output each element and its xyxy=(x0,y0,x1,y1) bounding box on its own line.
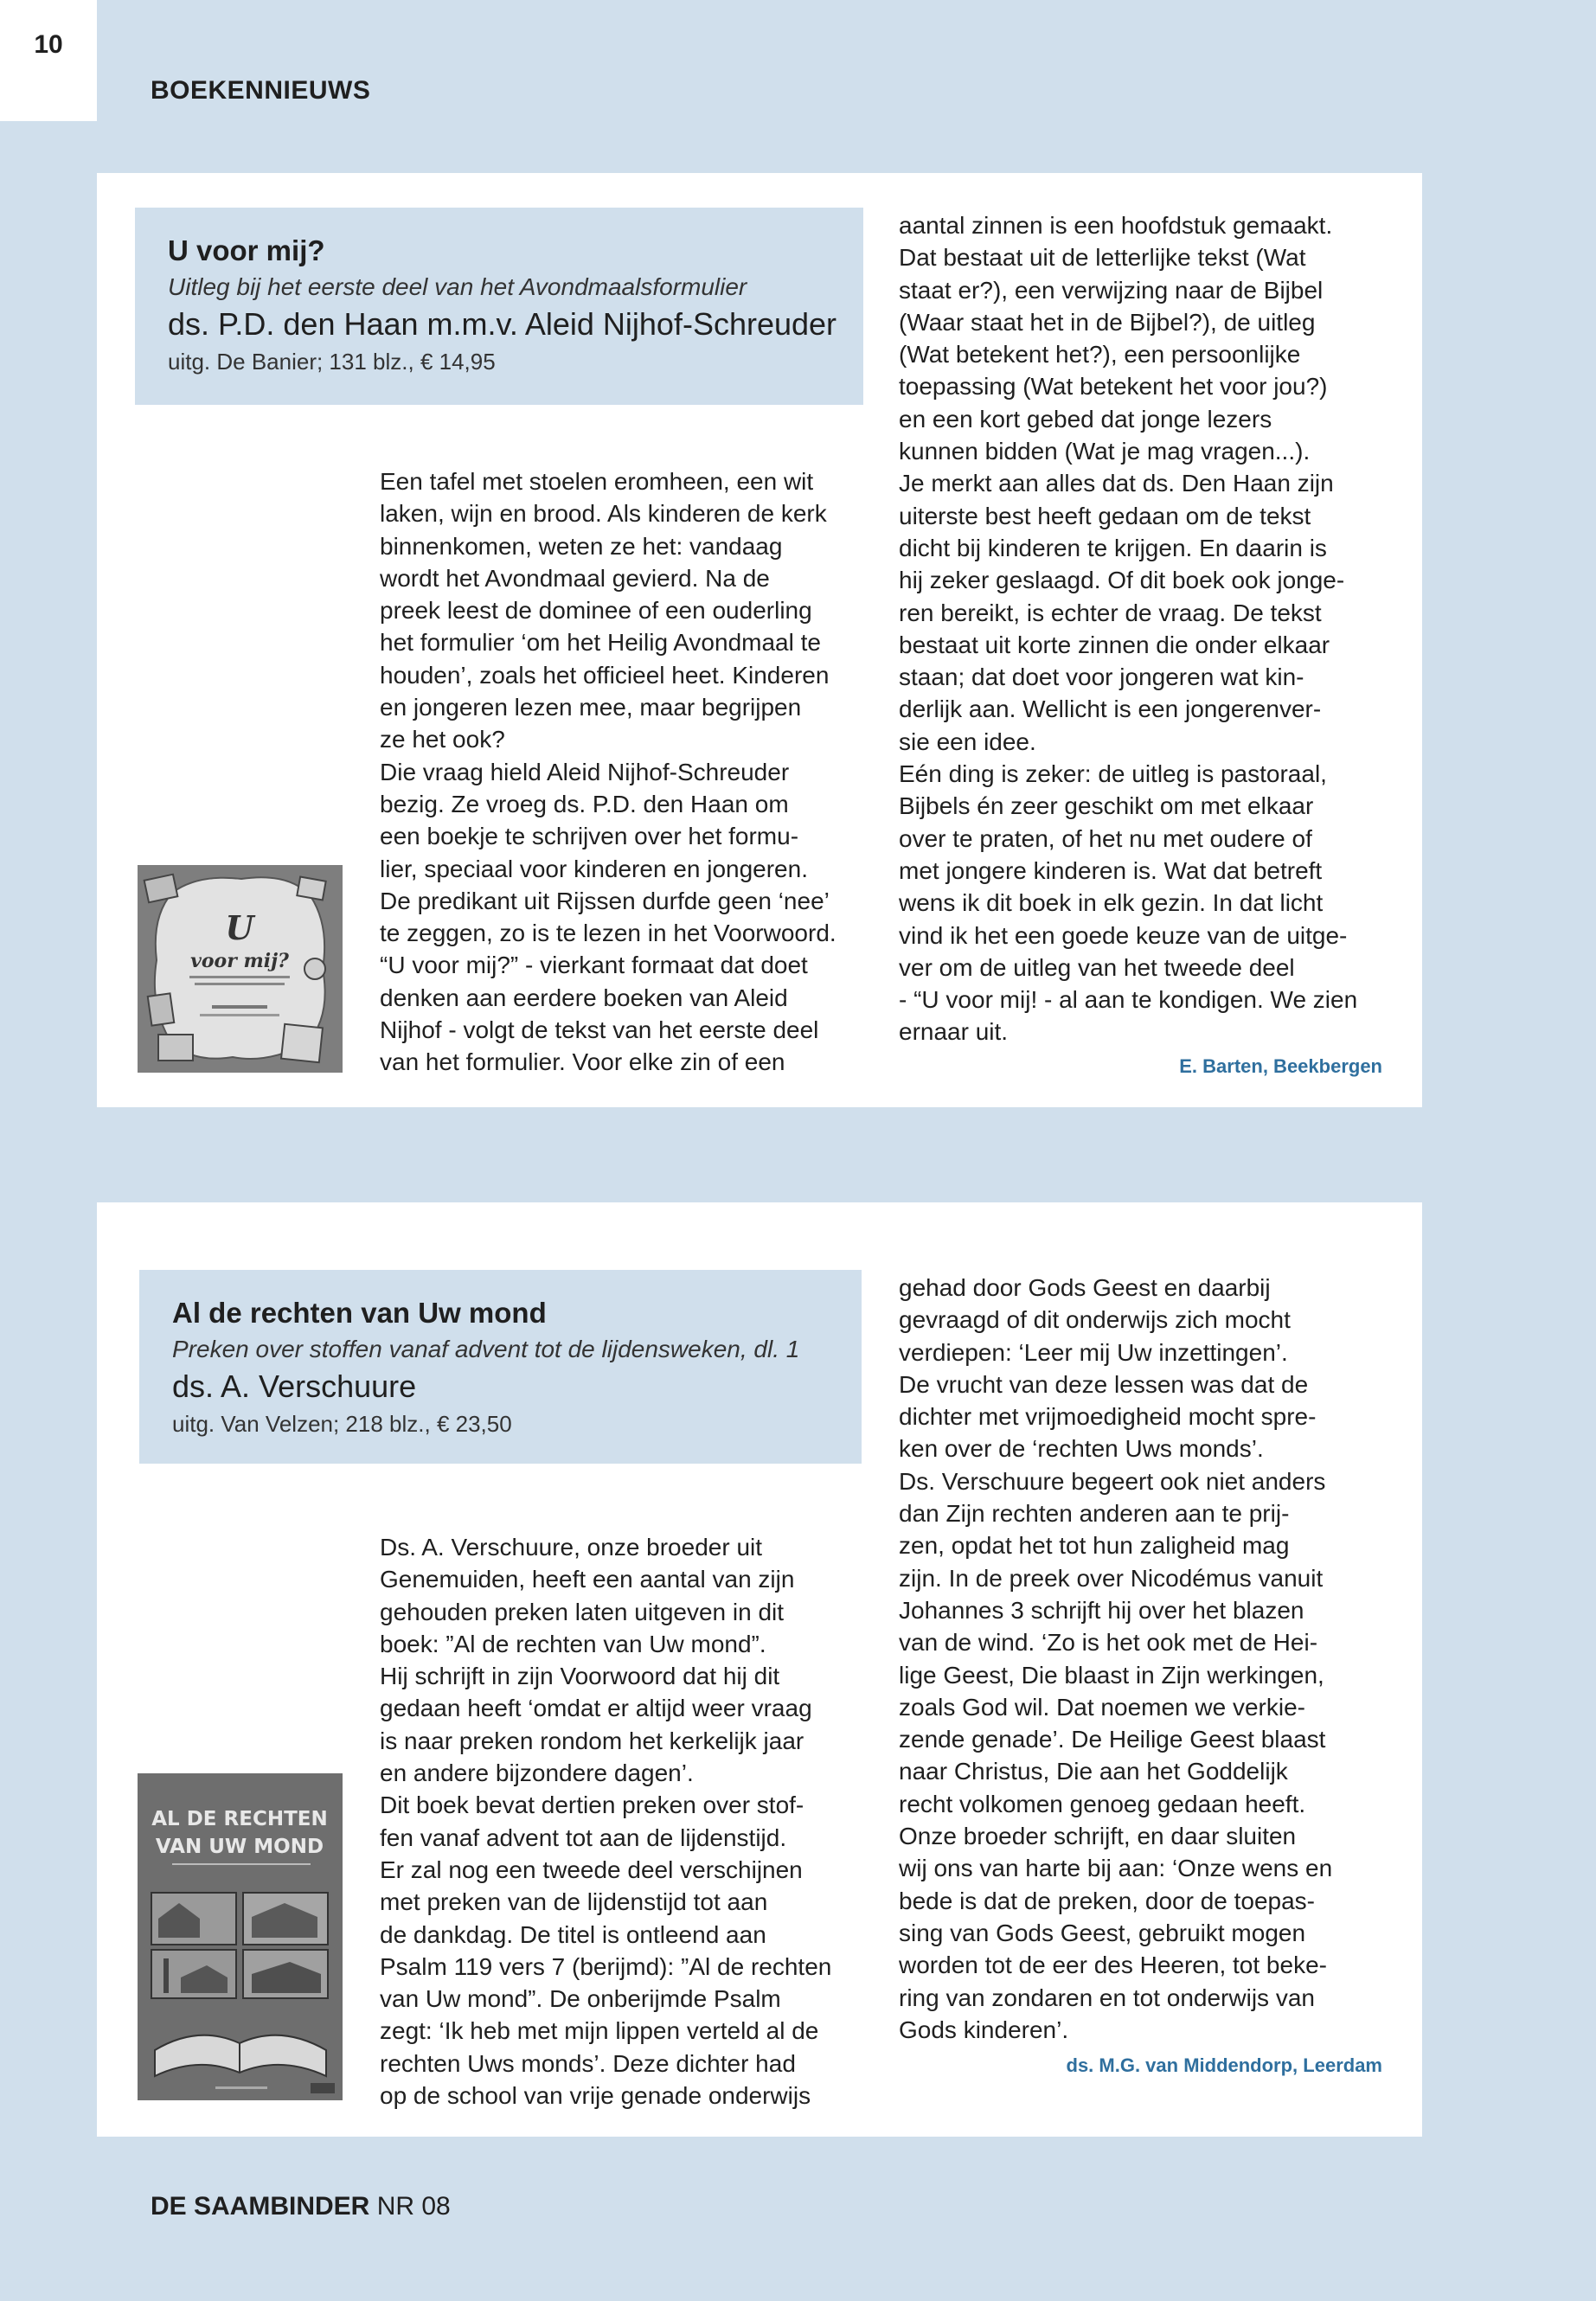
review-header xyxy=(139,1270,862,1464)
review-card xyxy=(97,1202,1422,2137)
cover-title: U xyxy=(225,908,254,947)
cover-title-sub: voor mij? xyxy=(190,950,289,972)
book-cover-image xyxy=(138,865,343,1073)
review-text-column: Ds. A. Verschuure, onze broeder uit Genemuiden, heeft een aantal van zijn gehouden preken laten uitgeven in dit boek: ”Al de rechten van Uw mond”. Hij schrijft in zijn Voorwoord dat hij dit gedaan heeft ‘omdat er altijd weer vraag is naar preken rondom het kerkelijk jaar en andere bijzondere dagen’. Dit boek bevat dertien preken over stof- fen vanaf advent tot aan de lijdenstijd. Er zal nog een tweede deel verschijnen met preken van de lijdenstijd tot aan de dankdag. De titel is ontleend aan Psalm 119 vers 7 (berijmd): ”Al de rechten van Uw mond”. De onberijmde Psalm zegt: ‘Ik heb met mijn lippen verteld al de rechten Uws monds’. Deze dichter had op de school van vrije genade onderwijs xyxy=(380,1534,832,2110)
book-author: ds. A. Verschuure xyxy=(172,1368,417,1404)
book-title: Al de rechten van Uw mond xyxy=(172,1297,547,1329)
review-text-column: gehad door Gods Geest en daarbij gevraagd of dit onderwijs zich mocht verdiepen: ‘Leer mij Uw inzettingen’. De vrucht van deze lessen was dat de dichter met vrijmoedigheid mocht spre- ken over de ‘rechten Uws monds’. Ds. Verschuure begeert ook niet anders dan Zijn rechten anderen aan te prij- zen, opdat het tot hun zaligheid mag zijn. In de preek over Nicodémus vanuit Johannes 3 schrijft hij over het blazen van de wind. ‘Zo is het ook met de Hei- lige Geest, Die blaast in Zijn werkingen, zoals God wil. Dat noemen we verkie- zende genade’. De Heilige Geest blaast naar Christus, Die aan het Goddelijk recht volkomen genoeg gedaan heeft. Onze broeder schrijft, en daar sluiten wij ons van harte bij aan: ‘Onze wens en bede is dat de preken, door de toepas- sing van Gods Geest, gebruikt mogen worden tot de eer des Heeren, tot beke- ring van zondaren en tot onderwijs van Gods kinderen’. xyxy=(899,1274,1333,2043)
book-publisher: uitg. De Banier; 131 blz., € 14,95 xyxy=(168,349,496,375)
book-publisher: uitg. Van Velzen; 218 blz., € 23,50 xyxy=(172,1411,512,1437)
page-number: 10 xyxy=(0,0,97,121)
review-text-column: Een tafel met stoelen eromheen, een wit laken, wijn en brood. Als kinderen de kerk binnenkomen, weten ze het: vandaag wordt het Avondmaal gevierd. Na de preek leest de dominee of een ouderling het formulier ‘om het Heilig Avondmaal te houden’, zoals het officieel heet. Kinderen en jongeren lezen mee, maar begrijpen ze het ook? Die vraag hield Aleid Nijhof-Schreuder bezig. Ze vroeg ds. P.D. den Haan om een boekje te schrijven over het formu- lier, speciaal voor kinderen en jongeren. De predikant uit Rijssen durfde geen ‘nee’ te zeggen, zo is te lezen in het Voorwoord. “U voor mij?” - vierkant formaat dat doet denken aan eerdere boeken van Aleid Nijhof - volgt de tekst van het eerste deel van het formulier. Voor elke zin of een xyxy=(380,468,836,1076)
footer-issue: NR 08 xyxy=(376,2192,451,2221)
review-text-column: aantal zinnen is een hoofdstuk gemaakt. Dat bestaat uit de letterlijke tekst (Wat staat er?), een verwijzing naar de Bijbel (Waar staat het in de Bijbel?), de uitleg (Wat betekent het?), een persoonlijke toepassing (Wat betekent het voor jou?) en een kort gebed dat jonge lezers kunnen bidden (Wat je mag vragen...). Je merkt aan alles dat ds. Den Haan zijn uiterste best heeft gedaan om de tekst dicht bij kinderen te krijgen. En daarin is hij zeker geslaagd. Of dit boek ook jonge- ren bereikt, is echter de vraag. De tekst bestaat uit korte zinnen die onder elkaar staan; dat doet voor jongeren wat kin- derlijk aan. Wellicht is een jongerenver- sie een idee. Eén ding is zeker: de uitleg is pastoraal, Bijbels én zeer geschikt om met elkaar over te praten, of het nu met oudere of met jongere kinderen is. Wat dat betreft wens ik dit boek in elk gezin. In dat licht vind ik het een goede keuze van de uitge- ver om de uitleg van het tweede deel - “U voor mij! - al aan te kondigen. We zien ernaar uit. xyxy=(899,212,1358,1046)
book-cover-image xyxy=(138,1773,343,2100)
section-label: BOEKENNIEUWS xyxy=(151,76,371,105)
cover-title-sub: VAN UW MOND xyxy=(155,1836,324,1858)
review-header xyxy=(135,208,863,405)
footer xyxy=(151,2192,451,2221)
review-signature: E. Barten, Beekbergen xyxy=(1179,1055,1382,1077)
footer-magazine: DE SAAMBINDER xyxy=(151,2192,370,2221)
book-author: ds. P.D. den Haan m.m.v. Aleid Nijhof-Schreuder xyxy=(168,306,837,342)
cover-title: AL DE RECHTEN xyxy=(151,1808,328,1830)
book-subtitle: Preken over stoffen vanaf advent tot de lijdensweken, dl. 1 xyxy=(172,1336,800,1362)
book-title: U voor mij? xyxy=(168,234,325,266)
review-card xyxy=(97,173,1422,1107)
book-subtitle: Uitleg bij het eerste deel van het Avondmaalsformulier xyxy=(168,273,747,300)
review-signature: ds. M.G. van Middendorp, Leerdam xyxy=(1066,2054,1382,2076)
